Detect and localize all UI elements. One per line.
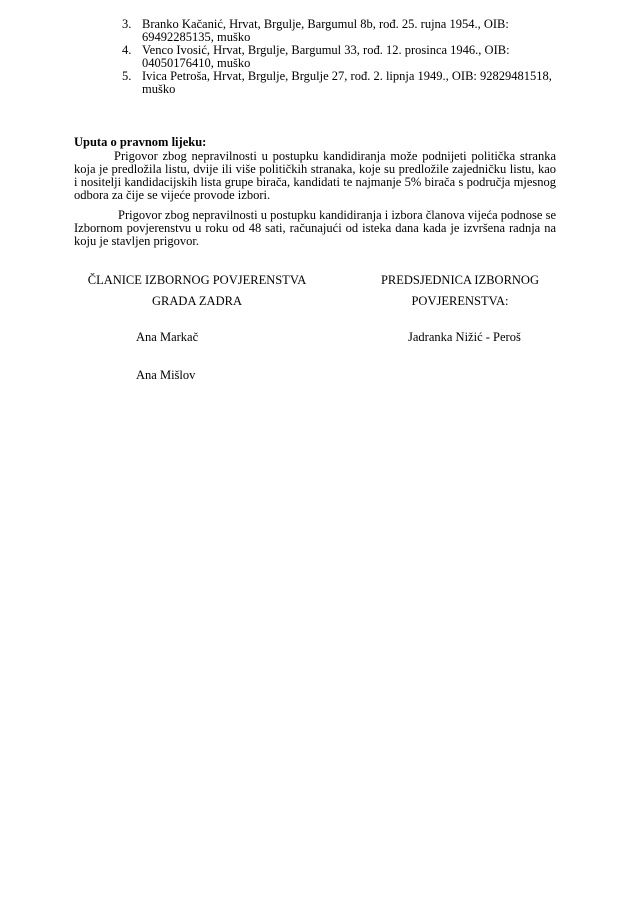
president-title-line-2: POVJERENSTVA: xyxy=(411,294,509,308)
list-item xyxy=(122,18,552,44)
legal-remedy-heading: Uputa o pravnom lijeku: xyxy=(74,135,207,149)
president-name: Jadranka Nižić - Peroš xyxy=(408,330,521,344)
list-item xyxy=(122,44,552,70)
list-item-text: Ivica Petroša, Hrvat, Brgulje, Brgulje 27, rođ. 2. lipnja 1949., OIB: 92829481518, muško xyxy=(142,69,552,96)
candidate-list xyxy=(122,18,552,96)
members-title-line-2: GRADA ZADRA xyxy=(152,294,242,308)
list-item-text: Venco Ivosić, Hrvat, Brgulje, Bargumul 33, rođ. 12. prosinca 1946., OIB: 04050176410, muško xyxy=(142,43,510,70)
list-item-number: 3. xyxy=(122,17,132,31)
legal-remedy-paragraph-1: Prigovor zbog nepravilnosti u postupku kandidiranja može podnijeti politička stranka koja je predložila listu, dvije ili više političkih stranaka, koje su predložile zajedničku listu, kao i nositelji kandidacijskih lista grupe birača, kandidati te najmanje 5% birača s područja mjesnog odbora za čije se vijeće provode izbori. xyxy=(74,149,556,202)
list-item xyxy=(122,70,552,96)
list-item-number: 4. xyxy=(122,43,132,57)
list-item-text: Branko Kačanić, Hrvat, Brgulje, Bargumul 8b, rođ. 25. rujna 1954., OIB: 69492285135, muško xyxy=(142,17,509,44)
member-name-1: Ana Markač xyxy=(136,330,199,344)
members-title-line-1: ČLANICE IZBORNOG POVJERENSTVA xyxy=(87,273,307,287)
member-name-2: Ana Mišlov xyxy=(136,368,196,382)
list-item-number: 5. xyxy=(122,69,132,83)
president-signature-block xyxy=(362,270,558,312)
legal-remedy-paragraph-2: Prigovor zbog nepravilnosti u postupku kandidiranja i izbora članova vijeća podnose se Izbornom povjerenstvu u roku od 48 sati, računajući od isteka dana kada je izvršena radnja na koju je stavljen prigovor. xyxy=(74,208,556,248)
president-title-line-1: PREDSJEDNICA IZBORNOG xyxy=(380,273,539,287)
members-signature-block xyxy=(74,270,320,312)
